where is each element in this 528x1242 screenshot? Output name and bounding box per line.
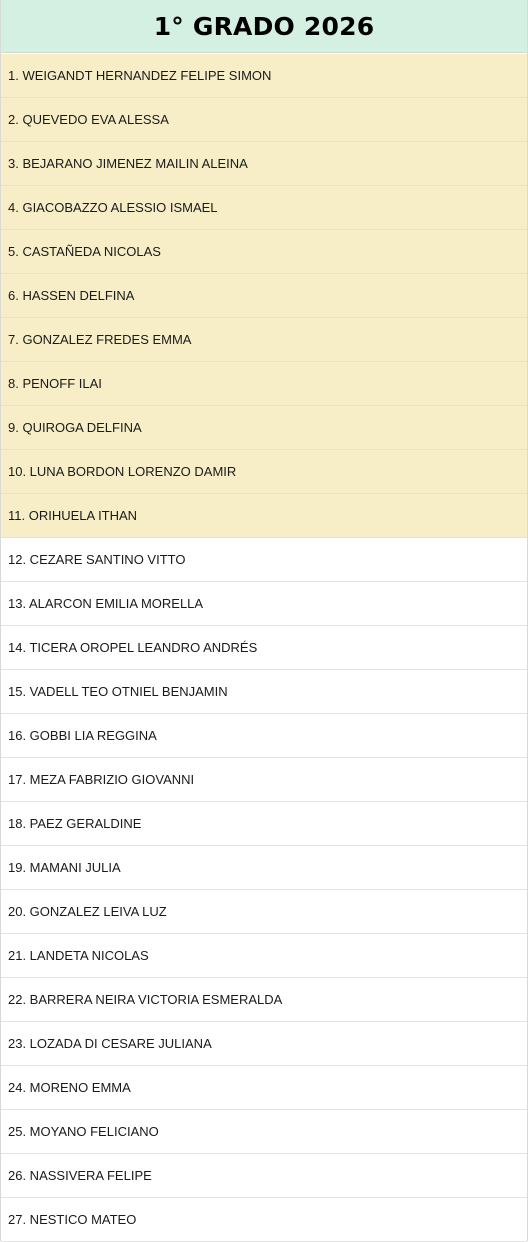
student-row [1,186,527,230]
student-name: 7. GONZALEZ FREDES EMMA [8,332,192,347]
student-row [1,1198,527,1242]
student-name: 23. LOZADA DI CESARE JULIANA [8,1036,212,1051]
student-row [1,714,527,758]
student-row [1,670,527,714]
student-name: 9. QUIROGA DELFINA [8,420,142,435]
student-row [1,582,527,626]
student-row [1,98,527,142]
student-row [1,1110,527,1154]
student-name: 5. CASTAÑEDA NICOLAS [8,244,161,259]
student-name: 14. TICERA OROPEL LEANDRO ANDRÉS [8,640,258,655]
student-list [1,54,527,1242]
student-row [1,1154,527,1198]
student-name: 13. ALARCON EMILIA MORELLA [8,596,204,611]
page-title: 1° GRADO 2026 [153,11,375,41]
student-row [1,802,527,846]
student-row [1,538,527,582]
student-name: 4. GIACOBAZZO ALESSIO ISMAEL [8,200,218,215]
student-row [1,846,527,890]
student-name: 6. HASSEN DELFINA [8,288,135,303]
student-name: 24. MORENO EMMA [8,1080,131,1095]
student-row [1,934,527,978]
student-name: 16. GOBBI LIA REGGINA [8,728,157,743]
student-row [1,890,527,934]
student-row [1,450,527,494]
student-row [1,362,527,406]
student-row [1,494,527,538]
student-row [1,54,527,98]
student-row [1,230,527,274]
student-row [1,626,527,670]
student-name: 2. QUEVEDO EVA ALESSA [8,112,169,127]
student-row [1,758,527,802]
student-name: 22. BARRERA NEIRA VICTORIA ESMERALDA [8,992,283,1007]
student-row [1,1022,527,1066]
student-name: 3. BEJARANO JIMENEZ MAILIN ALEINA [8,156,248,171]
student-row [1,318,527,362]
student-row [1,406,527,450]
student-row [1,978,527,1022]
student-name: 26. NASSIVERA FELIPE [8,1168,152,1183]
student-name: 8. PENOFF ILAI [8,376,102,391]
list-header [1,0,527,53]
student-name: 21. LANDETA NICOLAS [8,948,149,963]
student-name: 25. MOYANO FELICIANO [8,1124,159,1139]
student-name: 1. WEIGANDT HERNANDEZ FELIPE SIMON [8,68,272,83]
student-name: 18. PAEZ GERALDINE [8,816,142,831]
student-name: 20. GONZALEZ LEIVA LUZ [8,904,167,919]
student-name: 10. LUNA BORDON LORENZO DAMIR [8,464,237,479]
student-name: 11. ORIHUELA ITHAN [8,508,138,523]
student-name: 27. NESTICO MATEO [8,1212,137,1227]
student-row [1,1066,527,1110]
student-name: 12. CEZARE SANTINO VITTO [8,552,186,567]
student-row [1,274,527,318]
student-name: 17. MEZA FABRIZIO GIOVANNI [8,772,195,787]
student-name: 15. VADELL TEO OTNIEL BENJAMIN [8,684,228,699]
student-name: 19. MAMANI JULIA [8,860,121,875]
student-row [1,142,527,186]
